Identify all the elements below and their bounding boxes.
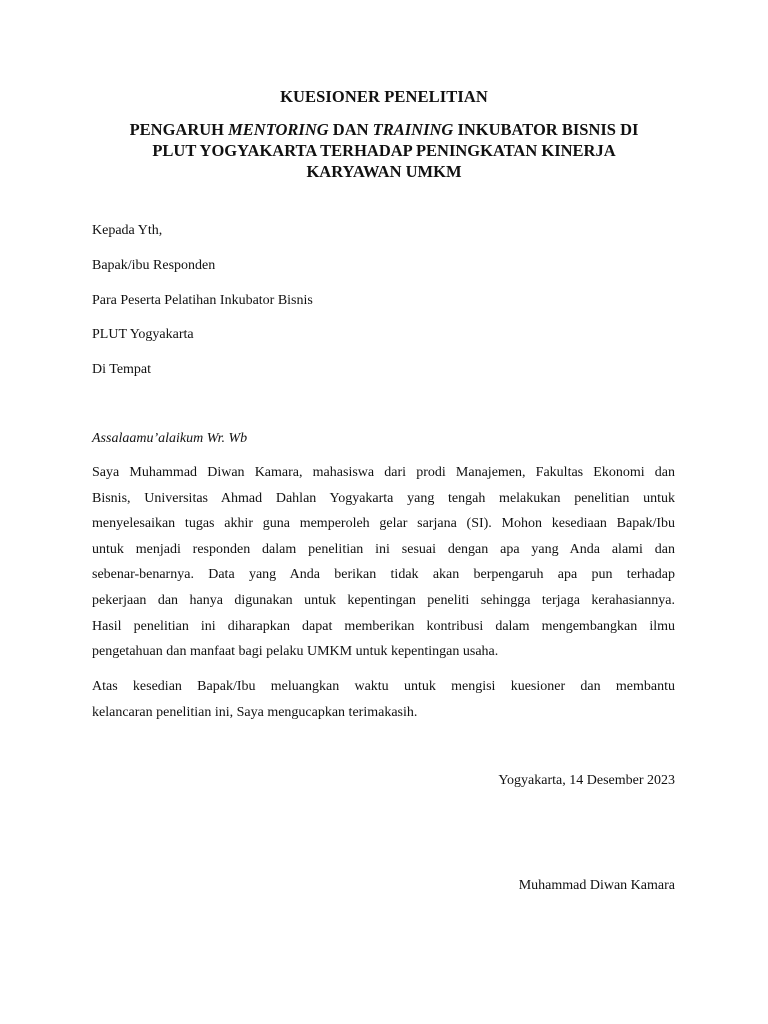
paragraph-line: pekerjaan dan hanya digunakan untuk kepentingan peneliti sehingga terjaga kerahasiannya. bbox=[92, 592, 675, 608]
research-title-line2: PLUT YOGYAKARTA TERHADAP PENINGKATAN KINERJA bbox=[152, 141, 616, 160]
research-title-training: TRAINING bbox=[372, 120, 454, 139]
greeting: Assalaamu’alaikum Wr. Wb bbox=[92, 431, 248, 446]
research-title-line3: KARYAWAN UMKM bbox=[306, 162, 462, 181]
research-title bbox=[94, 119, 674, 182]
research-title-prefix: PENGARUH bbox=[129, 120, 229, 139]
address-respondent: Bapak/ibu Responden bbox=[92, 258, 216, 273]
paragraph-line: kelancaran penelitian ini, Saya mengucapkan terimakasih. bbox=[92, 704, 418, 720]
address-to: Kepada Yth, bbox=[92, 223, 163, 238]
body-paragraph-1 bbox=[92, 460, 675, 665]
document-title: KUESIONER PENELITIAN bbox=[280, 87, 488, 106]
body-paragraph-2 bbox=[92, 674, 675, 725]
paragraph-line: Atas kesedian Bapak/Ibu meluangkan waktu untuk mengisi kuesioner dan membantu bbox=[92, 679, 675, 694]
paragraph-line: menyelesaikan tugas akhir guna memperoleh gelar sarjana (SI). Mohon kesediaan Bapak/Ibu bbox=[92, 516, 675, 532]
research-title-mentoring: MENTORING bbox=[228, 120, 329, 139]
paragraph-line: sebenar-benarnya. Data yang Anda berikan tidak akan berpengaruh apa pun terhadap bbox=[92, 567, 675, 583]
place-date: Yogyakarta, 14 Desember 2023 bbox=[498, 773, 675, 788]
address-institution: PLUT Yogyakarta bbox=[92, 327, 194, 342]
signatory-name: Muhammad Diwan Kamara bbox=[518, 878, 675, 893]
paragraph-line: Bisnis, Universitas Ahmad Dahlan Yogyakarta yang tengah melakukan penelitian untuk bbox=[92, 490, 675, 506]
address-participants: Para Peserta Pelatihan Inkubator Bisnis bbox=[92, 293, 313, 308]
paragraph-line: pengetahuan dan manfaat bagi pelaku UMKM untuk kepentingan usaha. bbox=[92, 644, 499, 660]
paragraph-line: Saya Muhammad Diwan Kamara, mahasiswa dari prodi Manajemen, Fakultas Ekonomi dan bbox=[92, 465, 675, 480]
paragraph-line: Hasil penelitian ini diharapkan dapat memberikan kontribusi dalam mengembangkan ilmu bbox=[92, 618, 675, 634]
address-place: Di Tempat bbox=[92, 362, 152, 377]
research-title-and: DAN bbox=[328, 120, 373, 139]
paragraph-line: untuk menjadi responden dalam penelitian ini sesuai dengan apa yang Anda alami dan bbox=[92, 541, 675, 557]
research-title-line1-rest: INKUBATOR BISNIS DI bbox=[453, 120, 639, 139]
